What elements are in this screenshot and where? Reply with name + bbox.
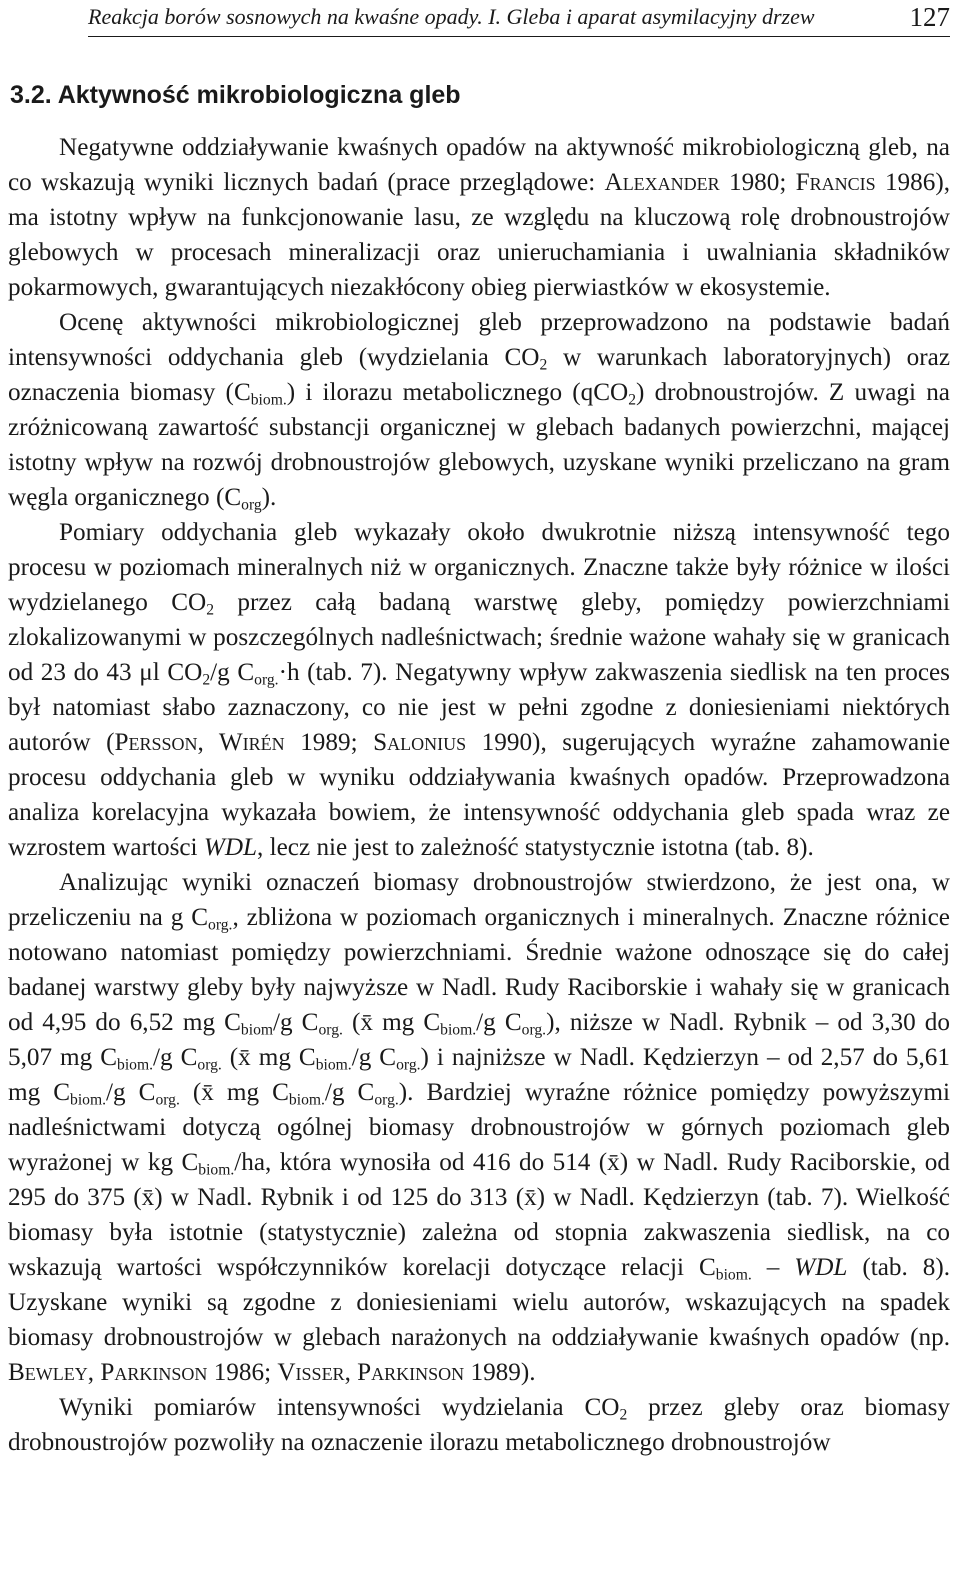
text-run: /g C [273, 1009, 319, 1036]
text-run: Ocenę aktywności mikrobiologicznej gleb przeprowadzono na podstawie badań intensywności oddychania gleb (wydzielania CO [8, 309, 950, 371]
running-header [88, 2, 950, 37]
author-citation: Bewley, Parkinson [8, 1359, 208, 1386]
text-run: przez gleby oraz biomasy drobnoustrojów pozwoliły na oznaczenie ilorazu metabolicznego drobnoustrojów [8, 1394, 950, 1456]
text-run: /g C [476, 1009, 522, 1036]
subscript: org. [155, 1091, 180, 1109]
text-run: 1986; [207, 1359, 278, 1386]
subscript: biom. [315, 1056, 352, 1074]
text-run: , zbliżona w poziomach organicznych i mineralnych. Znaczne różnice notowano natomiast pomiędzy powierzchniami. Średnie ważone odnoszące się do całej badanej warstwy gleby były najwyższe w Nadl. Rudy Raciborskie i wahały się w granicach od 4,95 do 6,52 mg C [8, 904, 950, 1036]
text-run: (tab. 8). Uzyskane wyniki są zgodne z doniesieniami wielu autorów, wskazujących na spadek biomasy drobnoustrojów w glebach narażonych na oddziaływanie kwaśnych opadów (np. [8, 1254, 951, 1351]
subscript: org. [396, 1056, 421, 1074]
text-run: ·h (tab. 7). Negatywny wpływ zakwaszenia siedlisk na ten proces był natomiast słabo zaznaczony, co nie jest w pełni zgodne z doniesieniami niektórych autorów ( [8, 659, 950, 756]
text-run: (x̄ mg C [179, 1079, 289, 1106]
text-run: /ha, która wynosiła od 416 do 514 (x̄) w Nadl. Rudy Raciborskie, od 295 do 375 (x̄) w Nadl. Rybnik i od 125 do 313 (x̄) w Nadl. Kędzierzyn (tab. 7). Wielkość biomasy była istotnie (statystycznie) zależna od stopnia zakwaszenia siedlisk, na co wskazują wartości współczynników korelacji dotyczące relacji C [8, 1149, 950, 1281]
text-run: , lecz nie jest to zależność statystycznie istotna (tab. 8). [257, 834, 814, 861]
author-citation: Salonius [373, 729, 467, 756]
text-run: /g C [106, 1079, 156, 1106]
text-run: 1986), ma istotny wpływ na funkcjonowanie lasu, ze względu na kluczową rolę drobnoustrojów glebowych w procesach mineralizacji oraz unieruchamiania i uwalniania składników pokarmowych, gwarantujących niezakłócony obieg pierwiastków w ekosystemie. [8, 169, 951, 301]
subscript: biom. [198, 1161, 235, 1179]
text-run: w warunkach laboratoryjnych) oraz oznaczenia biomasy (C [8, 344, 951, 406]
paragraph-1 [8, 130, 950, 305]
text-run: /g C [324, 1079, 375, 1106]
subscript: 2 [628, 391, 636, 409]
subscript: biom. [440, 1021, 477, 1039]
paragraph-5 [8, 1390, 950, 1460]
subscript: biom. [288, 1091, 325, 1109]
text-run: 1989; [284, 729, 374, 756]
text-run: 1980; [719, 169, 796, 196]
author-citation: Persson, Wirén [114, 729, 285, 756]
subscript: org. [197, 1056, 222, 1074]
subscript: org. [374, 1091, 399, 1109]
text-run: 1990), sugerujących wyraźne zahamowanie procesu oddychania gleb w wyniku oddziaływania kwaśnych opadów. Przeprowadzona analiza korelacyjna wykazała bowiem, że intensywność oddychania gleb spada wraz ze wzrostem wartości [8, 729, 950, 861]
text-run: (x̄ mg C [342, 1009, 441, 1036]
body-text [8, 130, 950, 1460]
text-run: ) i ilorazu metabolicznego (qCO [286, 379, 629, 406]
section-heading: 3.2. Aktywność mikrobiologiczna gleb [10, 81, 461, 109]
text-run: – [751, 1254, 795, 1281]
author-citation: Alexander [604, 169, 720, 196]
subscript: 2 [619, 1406, 628, 1424]
subscript: biom. [70, 1091, 107, 1109]
subscript: 2 [539, 356, 548, 374]
text-run: Analizując wyniki oznaczeń biomasy drobnoustrojów stwierdzono, że jest ona, w przeliczeniu na g C [8, 869, 950, 931]
text-run: /g C [210, 659, 255, 686]
wdl-symbol: WDL [203, 834, 258, 861]
author-citation: Visser, Parkinson [277, 1359, 465, 1386]
subscript: org. [318, 1021, 343, 1039]
page-number: 127 [909, 2, 950, 32]
subscript: 2 [206, 601, 215, 619]
subscript: biom. [117, 1056, 154, 1074]
text-run: ) drobnoustrojów. Z uwagi na zróżnicowaną zawartość substancji organicznej w glebach badanych powierzchni, mającej istotny wpływ na rozwój drobnoustrojów glebowych, uzyskane wyniki przeliczano na gram węgla organicznego (C [8, 379, 950, 511]
running-title: Reakcja borów sosnowych na kwaśne opady. I. Gleba i aparat asymilacyjny drzew [88, 4, 815, 29]
text-run: 1989). [464, 1359, 536, 1386]
subscript: org. [208, 916, 233, 934]
author-citation: Francis [795, 169, 876, 196]
text-run: Pomiary oddychania gleb wykazały około dwukrotnie niższą intensywność tego procesu w poziomach mineralnych niż w organicznych. Znaczne także były różnice w ilości wydzielanego CO [8, 519, 950, 616]
paragraph-2 [8, 305, 950, 515]
subscript: org. [521, 1021, 547, 1039]
subscript: biom. [250, 391, 287, 409]
text-run: /g C [153, 1044, 198, 1071]
paragraph-4 [8, 865, 950, 1390]
subscript: biom [240, 1021, 274, 1039]
subscript: org [241, 496, 262, 514]
wdl-symbol: WDL [794, 1254, 848, 1281]
text-run: ) i najniższe w Nadl. Kędzierzyn – od 2,57 do 5,61 mg C [8, 1044, 950, 1106]
text-run: ). [261, 484, 277, 511]
paragraph-3 [8, 515, 950, 865]
text-run: (x̄ mg C [221, 1044, 316, 1071]
text-run: Negatywne oddziaływanie kwaśnych opadów na aktywność mikrobiologiczną gleb, na co wskazują wyniki licznych badań (prace przeglądowe: [8, 134, 950, 196]
text-run: przez całą badaną warstwę gleby, pomiędzy powierzchniami zlokalizowanymi w poszczególnych nadleśnictwach; średnie ważone wahały się w granicach od 23 do 43 μl CO [8, 589, 950, 686]
text-run: ), niższe w Nadl. Rybnik – od 3,30 do 5,07 mg C [8, 1009, 950, 1071]
subscript: org. [254, 671, 279, 689]
text-run: Wyniki pomiarów intensywności wydzielania CO [59, 1394, 620, 1421]
subscript: 2 [202, 671, 211, 689]
subscript: biom. [715, 1266, 752, 1284]
text-run: /g C [351, 1044, 397, 1071]
text-run: ). Bardziej wyraźne różnice pomiędzy powyższymi nadleśnictwami dotyczą ogólnej biomasy drobnoustrojów w górnych poziomach gleb wyrażonej w kg C [8, 1079, 950, 1176]
